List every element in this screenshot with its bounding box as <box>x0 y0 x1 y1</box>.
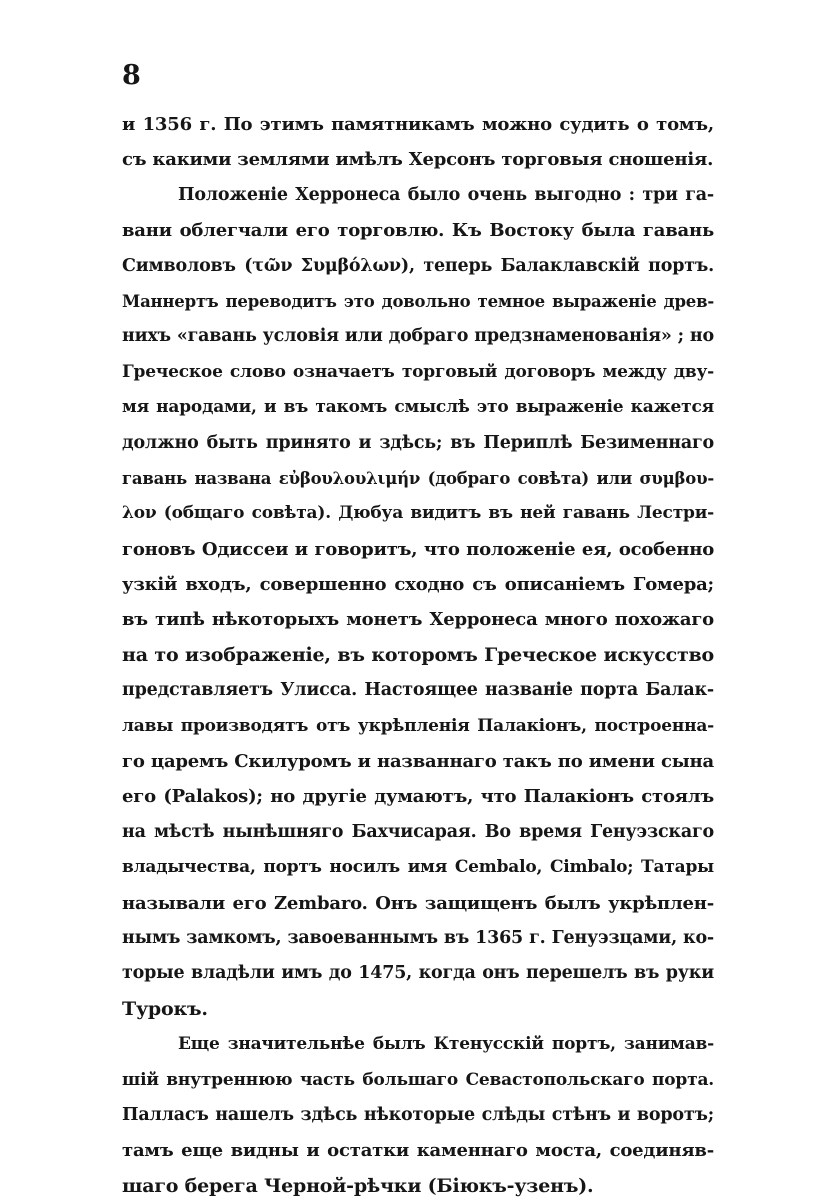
text-line: Маннертъ переводитъ это довольно темное выраженіе древ- <box>122 291 714 311</box>
text-line: называли его Zembaro. Онъ защищенъ былъ укрѣплен- <box>122 892 714 914</box>
text-line: Греческое слово означаетъ торговый договоръ между дву- <box>122 361 714 382</box>
text-line: нымъ замкомъ, завоеваннымъ въ 1365 г. Генуэзцами, ко- <box>122 927 714 948</box>
text-line: въ типѣ нѣкоторыхъ монетъ Херронеса много похожаго <box>122 609 714 631</box>
text-line: мя народами, и въ такомъ смыслѣ это выраженіе кажется <box>122 397 714 418</box>
text-line: Положеніе Херронеса было очень выгодно : три га- <box>178 184 714 205</box>
text-line: представляетъ Улисса. Настоящее названіе порта Балак- <box>122 680 714 701</box>
text-line: шій внутреннюю часть большаго Севастопольскаго порта. <box>122 1069 714 1090</box>
text-line: торые владѣли имъ до 1475, когда онъ перешелъ въ руки <box>122 963 714 984</box>
text-line: съ какими землями имѣлъ Херсонъ торговыя сношенія. <box>122 149 714 171</box>
text-line: тамъ еще видны и остатки каменнаго моста, соединяв- <box>122 1140 714 1162</box>
text-line: Палласъ нашелъ здѣсь нѣкоторые слѣды стѣнъ и воротъ; <box>122 1104 714 1125</box>
text-line: λον (общаго совѣта). Дюбуа видитъ въ ней гавань Лестри- <box>122 503 714 524</box>
text-line: Символовъ (τῶν Συμβόλων), теперь Балаклавскій портъ. <box>122 255 714 276</box>
text-line: Турокъ. <box>122 997 208 1020</box>
text-line: узкій входъ, совершенно сходно съ описаніемъ Гомера; <box>122 574 714 596</box>
text-line: владычества, портъ носилъ имя Cembalo, Cimbalo; Татары <box>122 857 714 878</box>
text-line: лавы производятъ отъ укрѣпленія Палакіонъ, построеннa- <box>122 715 714 736</box>
text-line: Еще значительнѣе былъ Ктенусскій портъ, занимав- <box>178 1034 714 1055</box>
page-number: 8 <box>122 60 141 91</box>
body-text <box>122 107 714 1204</box>
text-line: должно быть принято и здѣсь; въ Периплѣ Безименнаго <box>122 432 714 453</box>
text-line: вани облегчали его торговлю. Къ Востоку была гавань <box>122 220 714 242</box>
paragraph-2 <box>122 178 714 1027</box>
text-line: на то изображеніе, въ которомъ Греческое искусство <box>122 643 714 666</box>
text-line: на мѣстѣ нынѣшняго Бахчисарая. Во время Генуэзскаго <box>122 821 714 842</box>
text-line: гавань названа εὐβουλουλιμήν (добраго совѣта) или συμβου- <box>122 468 714 488</box>
text-line: и 1356 г. По этимъ памятникамъ можно судить о томъ, <box>122 114 714 135</box>
text-line: шаго берега Черной-рѣчки (Біюкъ-узенъ). <box>122 1174 594 1197</box>
text-line: нихъ «гавань условія или добраго предзнаменованія» ; но <box>122 326 714 347</box>
text-line: гоновъ Одиссеи и говоритъ, что положеніе ея, особенно <box>122 538 714 560</box>
paragraph-3 <box>122 1027 714 1204</box>
text-line: его (Palakos); но другіе думаютъ, что Палакіонъ стоялъ <box>122 786 714 808</box>
paragraph-1 <box>122 107 714 178</box>
text-line: го царемъ Скилуромъ и названнаго такъ по имени сына <box>122 751 714 773</box>
